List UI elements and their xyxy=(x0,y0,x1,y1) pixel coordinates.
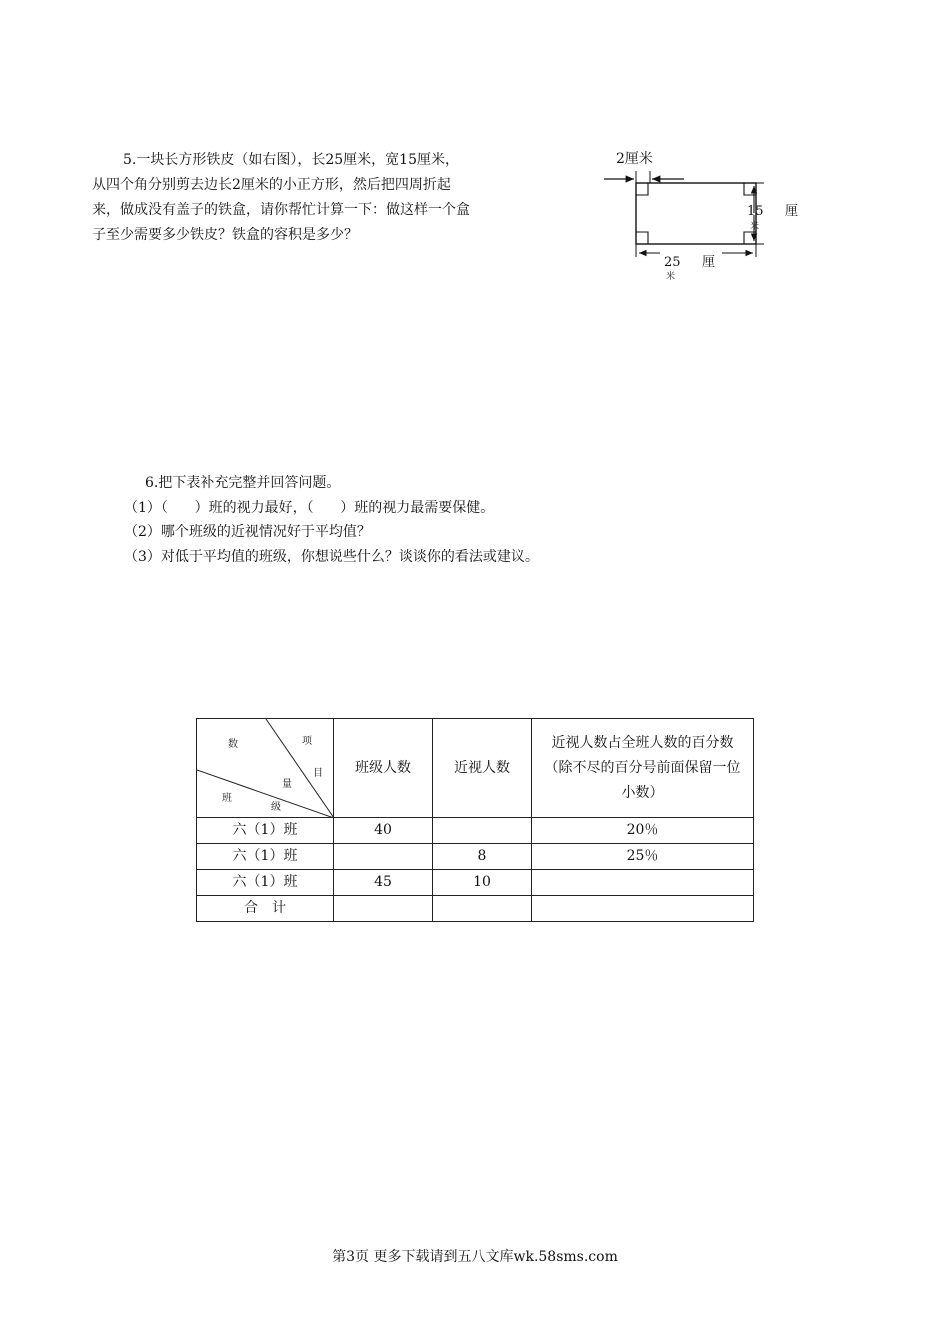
width-unit-2: 米 xyxy=(750,222,760,232)
cell-percent xyxy=(532,896,754,922)
q5-line-4: 子至少需要多少铁皮？铁盒的容积是多少？ xyxy=(92,227,358,243)
cell-percent: 20％ xyxy=(532,818,754,844)
q6-item-1: （1）（ ）班的视力最好，（ ）班的视力最需要保健。 xyxy=(124,499,495,516)
corner-label-ban: 班 xyxy=(222,793,232,804)
page-footer: 第3页 更多下载请到五八文库wk.58sms.com xyxy=(332,1249,618,1265)
cell-class: 六（1）班 xyxy=(197,870,334,896)
corner-label-liang: 量 xyxy=(282,779,292,790)
length-number: 25 xyxy=(664,255,681,270)
width-number: 15 xyxy=(747,204,764,219)
q6-item-2: （2）哪个班级的近视情况好于平均值？ xyxy=(124,524,371,540)
table-row xyxy=(197,870,754,896)
cell-myopia: 8 xyxy=(433,844,532,870)
corner-square-tl xyxy=(636,183,648,195)
header-myopia-count: 近视人数 xyxy=(433,719,532,818)
q5-line-1: 5.一块长方形铁皮（如右图），长25厘米，宽15厘米， xyxy=(123,152,459,168)
cell-myopia xyxy=(433,818,532,844)
diagonal-header-cell xyxy=(197,719,334,818)
length-unit-1: 厘 xyxy=(702,255,716,270)
corner-label-mu: 目 xyxy=(313,768,323,779)
table-header-row xyxy=(197,719,754,818)
header-class-size: 班级人数 xyxy=(334,719,433,818)
cell-total: 45 xyxy=(334,870,433,896)
header-myopia-percent: 近视人数占全班人数的百分数（除不尽的百分号前面保留一位小数） xyxy=(532,719,754,818)
corner-square-bl xyxy=(636,232,648,244)
cell-total xyxy=(334,896,433,922)
vision-table xyxy=(196,718,754,922)
q6-title: 6.把下表补充完整并回答问题。 xyxy=(145,475,341,491)
q5-line-3: 来，做成没有盖子的铁盒，请你帮忙计算一下：做这样一个盒 xyxy=(92,202,470,218)
corner-label-xiang: 项 xyxy=(302,736,312,747)
corner-label-shu: 数 xyxy=(228,739,238,750)
sheet-rectangle xyxy=(636,183,756,244)
question-5 xyxy=(92,148,552,248)
cell-class: 合 计 xyxy=(197,896,334,922)
cell-class: 六（1）班 xyxy=(197,818,334,844)
cell-myopia xyxy=(433,896,532,922)
cell-myopia: 10 xyxy=(433,870,532,896)
corner-label-ji: 级 xyxy=(271,802,281,813)
table-row xyxy=(197,844,754,870)
table-total-row xyxy=(197,896,754,922)
cell-percent: 25％ xyxy=(532,844,754,870)
table-row xyxy=(197,818,754,844)
cell-total: 40 xyxy=(334,818,433,844)
q5-line-2: 从四个角分别剪去边长2厘米的小正方形，然后把四周折起 xyxy=(92,177,451,193)
cell-class: 六（1）班 xyxy=(197,844,334,870)
cell-percent xyxy=(532,870,754,896)
question-6 xyxy=(124,471,539,569)
cell-total xyxy=(334,844,433,870)
iron-sheet-figure xyxy=(596,145,816,281)
length-unit-2: 米 xyxy=(666,272,676,281)
width-unit-1: 厘 xyxy=(785,204,799,219)
corner-size-label: 2厘米 xyxy=(616,151,653,167)
q6-item-3: （3）对低于平均值的班级，你想说些什么？谈谈你的看法或建议。 xyxy=(124,548,539,565)
